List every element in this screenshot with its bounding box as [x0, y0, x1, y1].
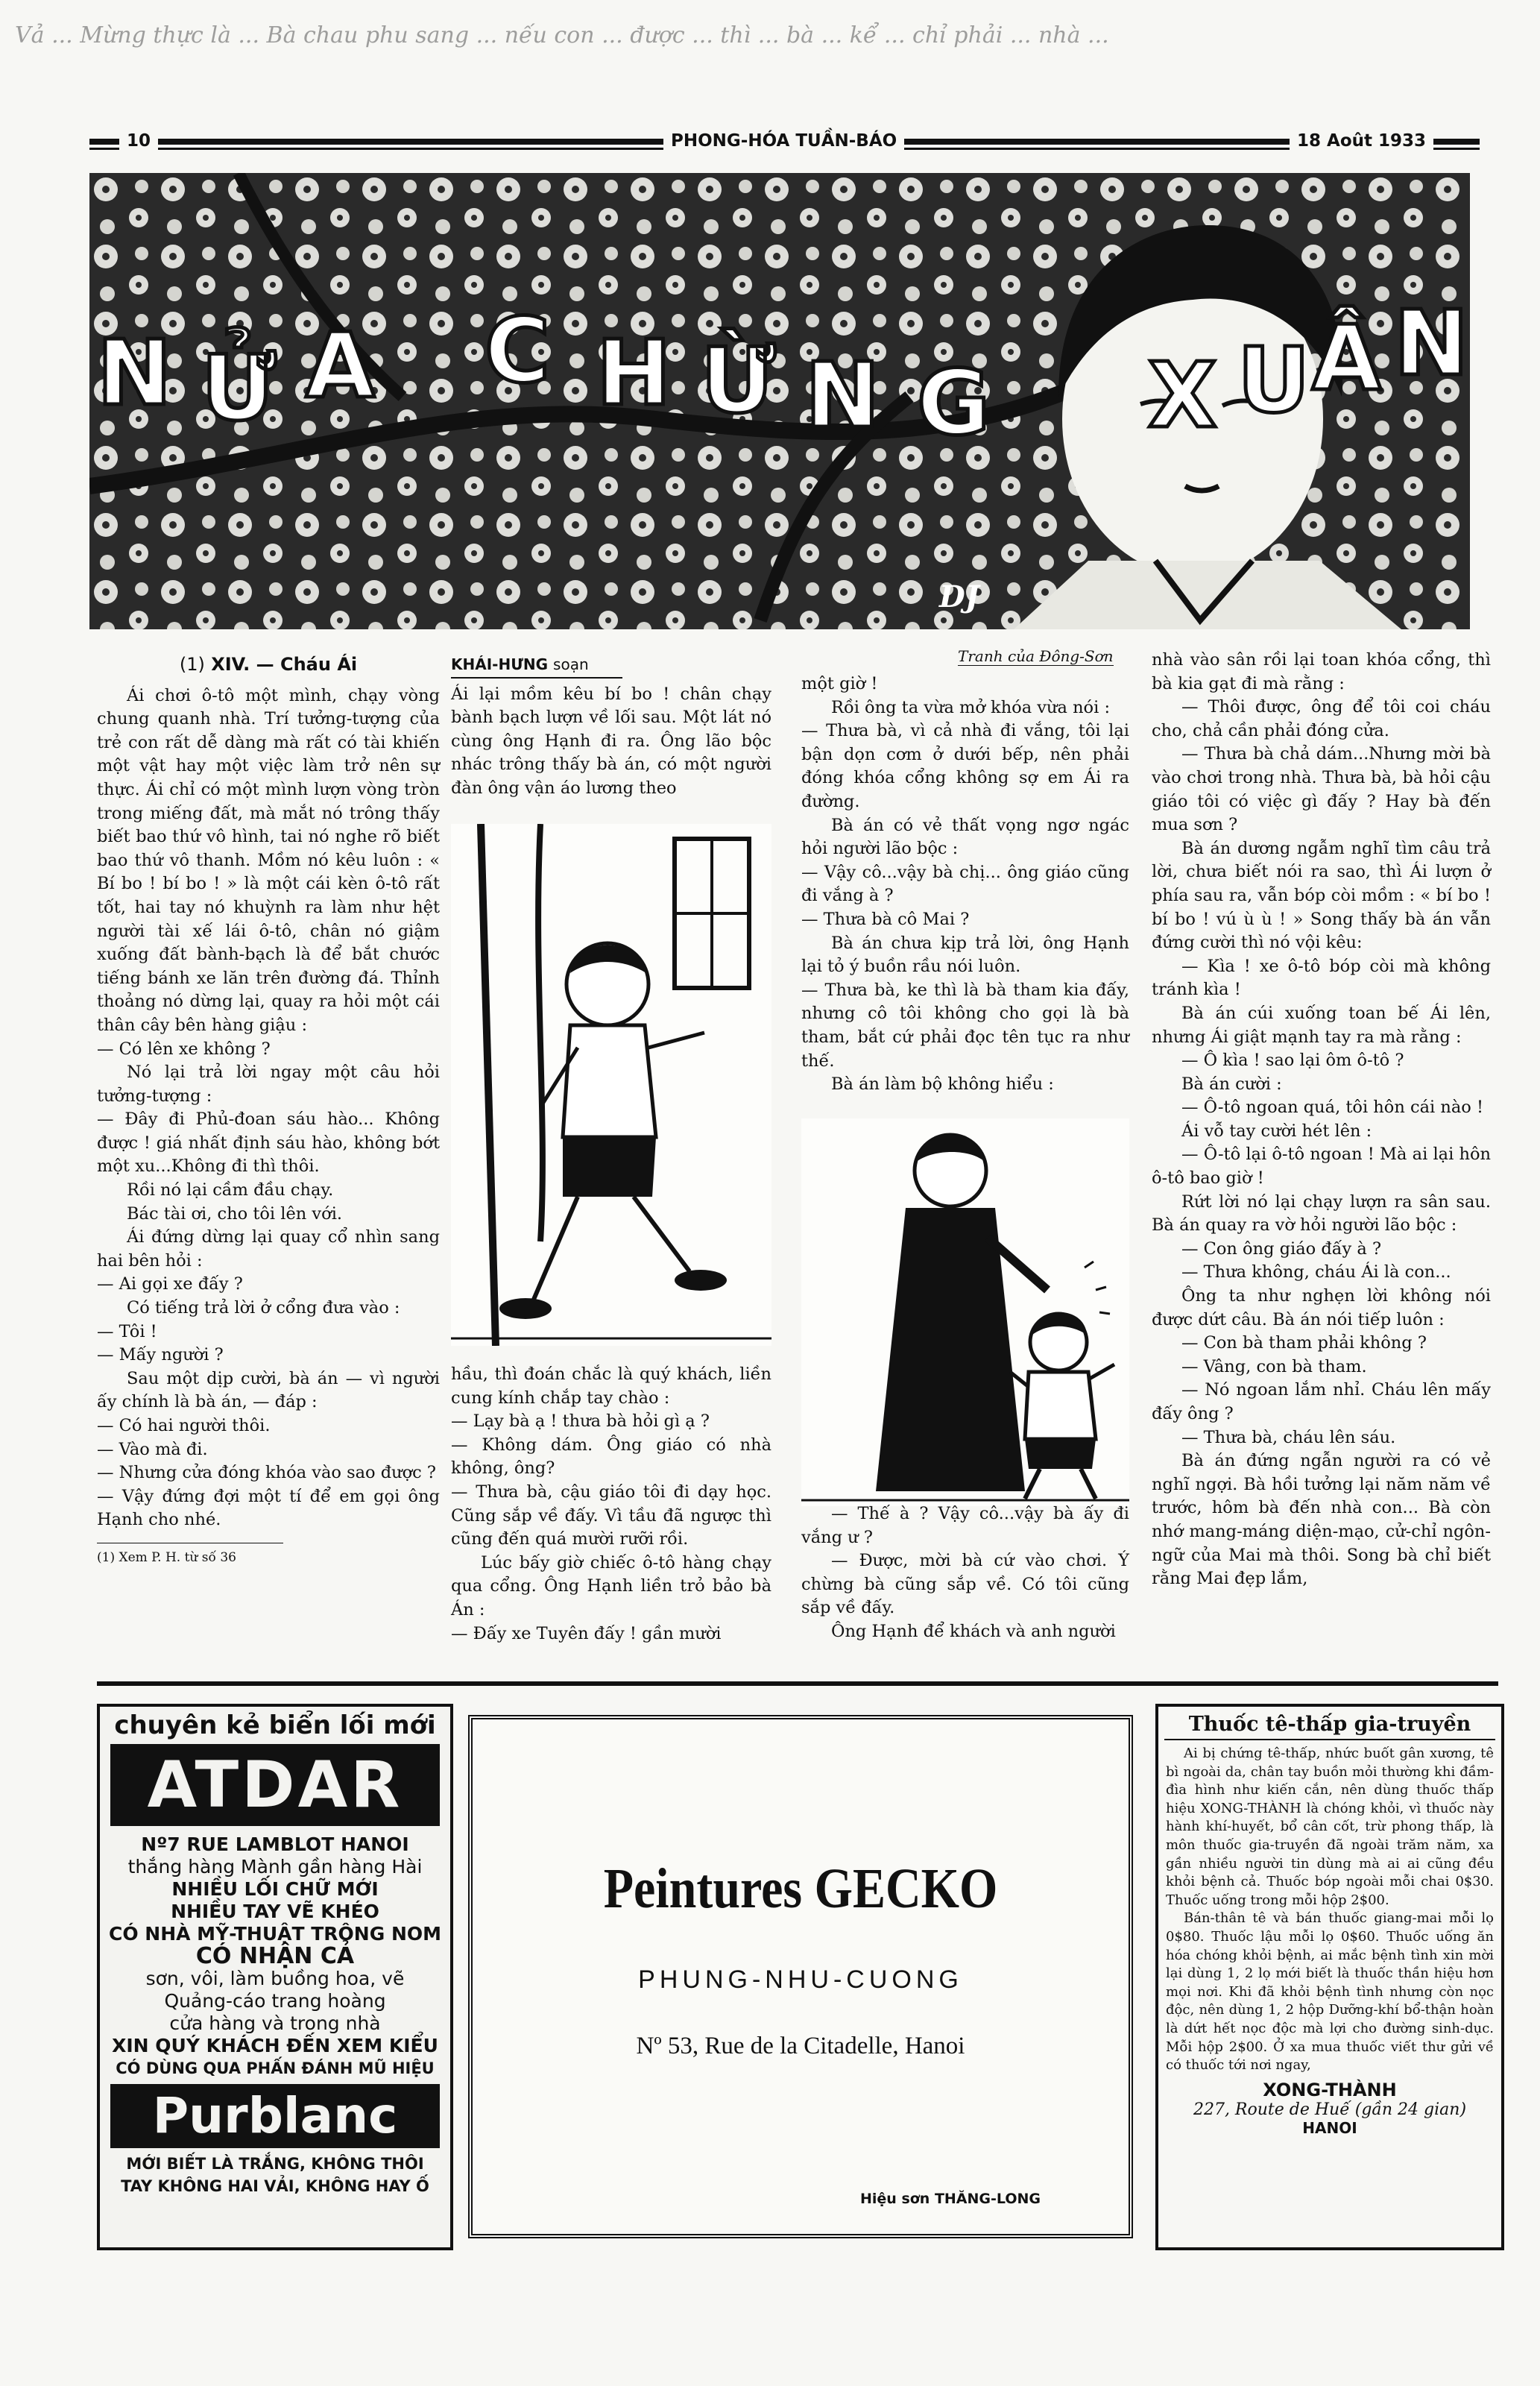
ad-medicine-paragraph: Bán-thân tê và bán thuốc giang-mai mỗi lọ 0$80. Thuốc lậu mỗi lọ 0$60. Thuốc uống ăn hóa chóng khỏi bệnh, ai mắc bệnh tình xin mời lại dùng 1, 2 lọ mới biết là thuốc thần hiệu hơn mọi nơi. Khi đã khỏi bệnh tình nhưng còn nọc độc, nên dùng 1, 2 hộp Dưỡng-khí bổ-thận hoàn là dứt hết nọc độc mà lợi cho đường sinh-dục. Mỗi hộp 2$00. Ở xa mua thuốc viết thư gửi về có thuốc tới nơi ngay,	[1166, 1910, 1494, 2074]
paragraph: — Thôi được, ông để tôi coi cháu cho, chả cần phải đóng cửa.	[1152, 697, 1491, 740]
paragraph: Ái lại mồm kêu bí bo ! chân chạy bành bạch lượn về lối sau. Một lát nó cùng ông Hạnh đi ra. Ông lão bộc nhác trông thấy bà án, có một người đàn ông vận áo lương theo	[451, 684, 771, 798]
paragraph: hầu, thì đoán chắc là quý khách, liền cung kính chắp tay chào :	[451, 1364, 771, 1408]
title-letter: N	[97, 322, 172, 426]
paragraph: — Thưa bà, vì cả nhà đi vắng, tôi lại bận dọn cơm ở dưới bếp, nên phải đóng khóa cổng không sợ em Ái ra đường.	[801, 721, 1129, 811]
page-number: 10	[119, 131, 158, 151]
paragraph: — Được, mời bà cứ vào chơi. Ý chừng bà cũng sắp về. Có tôi cũng sắp về đấy.	[801, 1551, 1129, 1618]
ad-atdar-line: Quảng-cáo trang hoàng	[164, 1990, 386, 2012]
paragraph: Rứt lời nó lại chạy lượn ra sân sau. Bà án quay ra vờ hỏi người lão bộc :	[1152, 1192, 1491, 1236]
paragraph: — Ô-tô ngoan quá, tôi hôn cái nào !	[1181, 1098, 1483, 1118]
paragraph: một giờ !	[801, 674, 878, 693]
paragraph: — Vào mà đi.	[97, 1439, 208, 1459]
ad-atdar-bottom: TAY KHÔNG HAI VẢI, KHÔNG HAY Ố	[121, 2177, 429, 2195]
paragraph: — Tôi !	[97, 1321, 157, 1341]
paragraph: Ông Hạnh để khách và anh người	[831, 1621, 1116, 1641]
byline	[451, 653, 622, 679]
paragraph: — Thưa bà, cậu giáo tôi đi dạy học. Cũng sắp về đấy. Vì tầu đã ngược thì cũng đến quá mười rưỡi rồi.	[451, 1482, 771, 1549]
paragraph: Bà án có vẻ thất vọng ngơ ngác hỏi người lão bộc :	[801, 815, 1129, 859]
paragraph: Ái vỗ tay cười hét lên :	[1181, 1121, 1372, 1141]
ad-section-rule	[97, 1681, 1498, 1686]
title-letter: A	[306, 315, 375, 418]
paragraph: — Thưa bà chả dám...Nhưng mời bà vào chơi trong nhà. Thưa bà, bà hỏi cậu giáo tôi có việc gì đấy ? Hay bà đến mua sơn ?	[1152, 744, 1491, 835]
ad-medicine-city: HANOI	[1302, 2118, 1357, 2137]
paragraph: — Ô-tô lại ô-tô ngoan ! Mà ai lại hôn ô-tô bao giờ !	[1152, 1145, 1491, 1189]
illustration-woman-and-boy	[801, 1118, 1129, 1506]
footnote: (1) Xem P. H. từ số 36	[97, 1543, 283, 1570]
paragraph: — Vậy cô...vậy bà chị... ông giáo cũng đi vắng à ?	[801, 862, 1129, 906]
illustrator-credit: Tranh của Đông-Sơn	[958, 647, 1114, 665]
ad-medicine-firm: XONG-THÀNH	[1263, 2079, 1397, 2100]
paragraph: Bà án làm bộ không hiểu :	[831, 1074, 1054, 1095]
paragraph: — Lạy bà ạ ! thưa bà hỏi gì ạ ?	[451, 1411, 710, 1432]
paragraph: — Kìa ! xe ô-tô bóp còi mà không tránh kìa !	[1152, 956, 1491, 1000]
paragraph: nhà vào sân rồi lại toan khóa cổng, thì bà kia gạt đi mà rằng :	[1152, 650, 1491, 693]
title-letter: C	[485, 300, 551, 403]
ad-gecko-title: Peintures GECKO	[603, 1857, 998, 1921]
chapter-heading: XIV. — Cháu Ái	[211, 654, 358, 675]
paragraph: — Có hai người thôi.	[97, 1416, 271, 1435]
ad-atdar-top: chuyên kẻ biển lối mới	[114, 1710, 436, 1740]
title-letter: N	[805, 344, 880, 448]
paragraph: Bác tài ơi, cho tôi lên với.	[127, 1203, 343, 1224]
banner-signature: DJ	[939, 579, 979, 614]
title-letter: X	[1148, 344, 1217, 448]
story-column-2	[451, 653, 771, 801]
ad-atdar-brand: ATDAR	[110, 1744, 440, 1826]
paragraph: Có tiếng trả lời ở cổng đưa vào :	[127, 1298, 400, 1318]
story-column-2-continued	[451, 1363, 771, 1646]
paragraph: — Ai gọi xe đấy ?	[97, 1274, 243, 1294]
ad-atdar-line: NHIỀU LỐI CHỮ MỚI	[171, 1878, 379, 1900]
paragraph: Bà án cười :	[1181, 1074, 1282, 1094]
illustration-boy-running	[451, 824, 771, 1346]
ad-atdar-line: XIN QUÝ KHÁCH ĐẾN XEM KIỂU	[112, 2035, 438, 2056]
title-letter: Ừ	[701, 330, 776, 433]
ad-atdar-line: sơn, vôi, làm buồng hoa, vẽ	[145, 1968, 405, 1989]
paragraph: — Có lên xe không ?	[97, 1039, 271, 1059]
ad-atdar-line: CÓ DÙNG QUA PHẤN ĐÁNH MŨ HIỆU	[116, 2059, 435, 2077]
ad-atdar-line: cửa hàng và trong nhà	[169, 2012, 381, 2034]
paragraph: Lúc bấy giờ chiếc ô-tô hàng chạy qua cổng. Ông Hạnh liền trỏ bảo bà Án :	[451, 1552, 771, 1619]
ad-gecko	[468, 1715, 1133, 2238]
banner-title	[89, 292, 1470, 456]
paragraph: — Vâng, con bà tham.	[1181, 1356, 1367, 1376]
ad-purblanc-brand: Purblanc	[110, 2084, 440, 2148]
paragraph: Bà án cúi xuống toan bế Ái lên, nhưng Ái giật mạnh tay ra mà rằng :	[1152, 1003, 1491, 1047]
paragraph: — Nhưng cửa đóng khóa vào sao được ?	[97, 1463, 436, 1483]
footnote-marker: (1)	[179, 654, 205, 675]
paragraph: Rồi ông ta vừa mở khóa vừa nói :	[831, 697, 1111, 717]
ad-atdar-line: thắng hàng Mành gần hàng Hài	[127, 1856, 423, 1877]
title-letter: Â	[1312, 307, 1381, 411]
paragraph: — Không dám. Ông giáo có nhà không, ông?	[451, 1435, 771, 1479]
chapter-title	[97, 653, 440, 677]
paragraph: — Con bà tham phải không ?	[1181, 1333, 1427, 1353]
title-letter: G	[917, 352, 991, 456]
ad-atdar-line: NHIỀU TAY VẼ KHÉO	[171, 1901, 379, 1922]
ad-medicine-title: Thuốc tê-thấp gia-truyền	[1164, 1713, 1495, 1740]
ad-medicine	[1155, 1704, 1504, 2250]
paragraph: — Nó ngoan lắm nhỉ. Cháu lên mấy đấy ông ?	[1152, 1380, 1491, 1423]
paragraph: Rồi nó lại cầm đầu chạy.	[127, 1180, 334, 1200]
story-banner	[89, 173, 1470, 629]
paragraph: — Thế à ? Vậy cô...vậy bà ấy đi vắng ư ?	[801, 1504, 1129, 1547]
ad-atdar-line: CÓ NHẬN CẢ	[195, 1943, 355, 1969]
title-letter: U	[1237, 330, 1310, 433]
paragraph: Ái chơi ô-tô một mình, chạy vòng chung quanh nhà. Trí tưởng-tượng của trẻ con rất dễ dàng mà rất có tài khiến một vật hay một việc làm trở nên sự thực. Ái chỉ có một mình lượn vòng tròn trong miếng đất, mà mắt nó trông thấy biết bao thứ vô hình, tai nó nghe rõ biết bao thứ vô thanh. Mồm nó kêu luôn : « Bí bo ! bí bo ! » là một cái kèn ô-tô rất tốt, hai tay nó khuỳnh ra làm như hệt người tài xế lái ô-tô, chân nó giậm xuống đất bành-bạch là để bắt chước tiếng bánh xe lăn trên đường đá. Thỉnh thoảng nó dừng lại, quay ra hỏi một cái thân cây bên hàng giậu :	[97, 685, 440, 1035]
ad-atdar-line: CÓ NHÀ MỸ-THUẬT TRÔNG NOM	[108, 1923, 442, 1945]
paragraph: — Mấy người ?	[97, 1345, 224, 1365]
newspaper-name: PHONG-HÓA TUẦN-BÁO	[663, 131, 904, 151]
story-column-3-continued	[801, 1502, 1129, 1644]
paragraph: Nó lại trả lời ngay một câu hỏi tưởng-tượng :	[97, 1063, 440, 1106]
paragraph: Ông ta như nghẹn lời không nói được dứt câu. Bà án nói tiếp luôn :	[1152, 1286, 1491, 1329]
ad-gecko-address: Nº 53, Rue de la Citadelle, Hanoi	[636, 2033, 965, 2059]
author-suffix: soạn	[553, 655, 589, 673]
ad-gecko-owner: PHUNG-NHU-CUONG	[638, 1965, 963, 1994]
title-letter: Ử	[201, 337, 277, 441]
page-header	[89, 128, 1480, 158]
ad-atdar	[97, 1704, 453, 2250]
author-name: KHÁI-HƯNG	[451, 655, 549, 673]
paragraph: Sau một dịp cười, bà án — vì người ấy chính là bà án, — đáp :	[97, 1368, 440, 1412]
paragraph: Bà án chưa kịp trả lời, ông Hạnh lại tỏ ý buồn rầu nói luôn.	[801, 933, 1129, 977]
handwritten-annotation	[0, 0, 1540, 112]
scribble-text: Vả ... Mừng thực là ... Bà chau phu sang ... nếu con ... được ... thì ... bà ... kể ... chỉ phải ... nhà ...	[15, 22, 1109, 48]
paragraph: — Vậy đứng đợi một tí để em gọi ông Hạnh cho nhé.	[97, 1486, 440, 1530]
paragraph: Ái đứng dừng lại quay cổ nhìn sang hai bên hỏi :	[97, 1227, 440, 1271]
title-letter: N	[1394, 292, 1469, 396]
story-column-3	[801, 673, 1129, 1097]
paragraph: Bà án đứng ngẫn người ra có vẻ nghĩ ngợi. Bà hồi tưởng lại năm năm về trước, hôm bà đến nhà con... Bà còn nhớ mang-máng diện-mạo, cử-chỉ ngôn-ngữ của Mai mà thôi. Song bà chỉ biết rằng Mai đẹp lắm,	[1152, 1451, 1491, 1589]
paragraph: — Con ông giáo đấy à ?	[1181, 1238, 1382, 1259]
paragraph: — Thưa bà, ke thì là bà tham kia đấy, nhưng cô tôi không cho gọi là bà tham, bắt cứ phải đọc tên tục ra như thế.	[801, 980, 1129, 1071]
ad-medicine-address: 227, Route de Huế (gần 24 gian)	[1193, 2100, 1467, 2119]
paragraph: — Thưa không, cháu Ái là con...	[1181, 1262, 1451, 1282]
story-column-1	[97, 653, 440, 1570]
ad-atdar-bottom: MỚI BIẾT LÀ TRẮNG, KHÔNG THÔI	[126, 2155, 424, 2173]
title-letter: H	[596, 322, 672, 426]
paragraph: — Thưa bà, cháu lên sáu.	[1181, 1427, 1396, 1447]
paragraph: — Đây đi Phủ-đoan sáu hào... Không được ! giá nhất định sáu hào, không bớt một xu...Không đi thì thôi.	[97, 1109, 440, 1177]
paragraph: Bà án dương ngẫm nghĩ tìm câu trả lời, chưa biết nói ra sao, thì Ái lượn ở phía sau ra, vẫn bóp còi mồm : « bí bo ! bí bo ! vú ù ù ! » Song thấy bà án vẫn đứng cười thì nó vội kêu:	[1152, 838, 1491, 953]
paragraph: — Ô kìa ! sao lại ôm ô-tô ?	[1181, 1051, 1404, 1071]
ad-medicine-paragraph: Ai bị chứng tê-thấp, nhức buốt gân xương, tê bì ngoài da, chân tay buồn mỏi thường khi đầm-đìa hình như kiến cắn, nên dùng thuốc thấp hiệu XONG-THÀNH là chóng khỏi, vì thuốc này hành khí-huyết, bổ cân cốt, trừ phong thấp, là môn thuốc gia-truyền đã ngoài trăm năm, xa gần nhiều người tin dùng mà ai ai cũng đều khỏi bệnh cả. Thuốc bóp ngoài mỗi chai 0$30. Thuốc uống trong mỗi hộp 2$00.	[1166, 1746, 1494, 1908]
ad-atdar-line: Nº7 RUE LAMBLOT HANOI	[141, 1833, 409, 1855]
paragraph: — Thưa bà cô Mai ?	[801, 909, 970, 929]
paragraph: — Đấy xe Tuyên đấy ! gần mười	[451, 1623, 722, 1643]
story-column-4	[1152, 649, 1491, 1591]
issue-date: 18 Août 1933	[1290, 131, 1433, 151]
ad-gecko-credit: Hiệu sơn THĂNG-LONG	[860, 2191, 1041, 2207]
